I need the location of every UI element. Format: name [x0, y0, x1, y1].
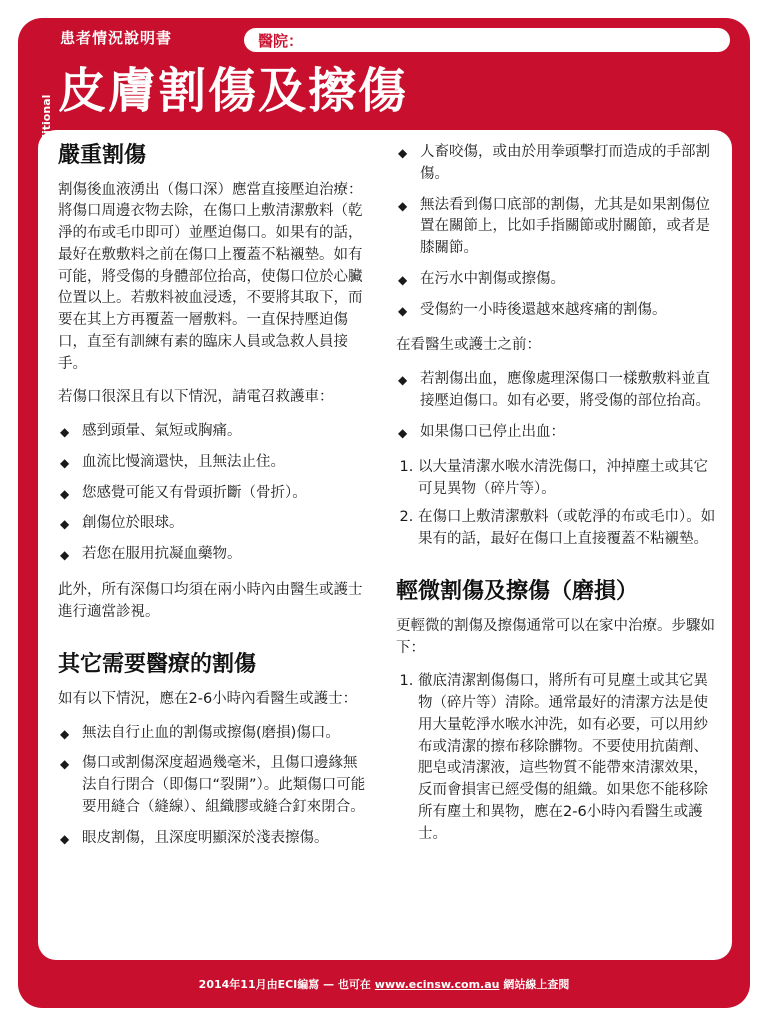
minor-cuts-steps	[396, 671, 716, 845]
list-item: 2. 在傷口上敷清潔敷料（或乾淨的布或毛巾）。如果有的話，最好在傷口上直接覆蓋不粘襯墊。	[418, 507, 716, 551]
right-column	[396, 142, 716, 857]
diamond-bullet-icon: ◆	[60, 455, 70, 470]
list-item: 1. 徹底清潔割傷傷口，將所有可見塵土或其它異物（碎片等）清除。通常最好的清潔方法是使用大量乾淨水喉水沖洗，如有必要，可以用紗布或清潔的擦布移除髒物。不要使用抗菌劑、肥皂或清潔液，這些物質不能帶來清潔效果，反而會損害已經受傷的組織。如果您不能移除所有塵土和異物，應在2-6小時內看醫生或護士。	[418, 671, 716, 845]
list-item: ◆ 無法看到傷口底部的割傷，尤其是如果割傷位置在關節上，比如手指關節或肘關節，或者是膝關節。	[398, 196, 710, 256]
section-heading-severe-cuts: 嚴重割傷	[58, 143, 147, 168]
before-doctor-list	[396, 369, 716, 443]
deep-wound-note: 此外，所有深傷口均須在兩小時內由醫生或護士進行適當診視。	[58, 581, 363, 620]
section-heading-other-cuts: 其它需要醫療的割傷	[58, 652, 257, 678]
footer-text-before: 2014年11月由ECI編寫 — 也可在	[198, 978, 371, 991]
list-item: ◆ 無法自行止血的割傷或擦傷(磨損)傷口。	[60, 724, 340, 741]
list-item: ◆ 若您在服用抗凝血藥物。	[60, 546, 242, 562]
content-panel	[38, 130, 732, 960]
diamond-bullet-icon: ◆	[60, 486, 70, 501]
stopped-bleeding-steps	[396, 457, 716, 550]
diamond-bullet-icon: ◆	[398, 198, 408, 213]
hospital-label: 醫院：	[258, 32, 304, 50]
diamond-bullet-icon: ◆	[60, 831, 70, 846]
diamond-bullet-icon: ◆	[398, 373, 408, 387]
diamond-bullet-icon: ◆	[60, 726, 70, 741]
footer	[18, 976, 750, 992]
footer-text-after: 網站線上查閱	[503, 978, 570, 991]
before-doctor-text: 在看醫生或護士之前：	[396, 337, 541, 354]
list-item: ◆ 創傷位於眼球。	[60, 515, 184, 532]
diamond-bullet-icon: ◆	[60, 548, 70, 562]
list-item: ◆ 若割傷出血，應像處理深傷口一樣敷敷料並直接壓迫傷口。如有必要，將受傷的部位抬高。	[398, 371, 710, 409]
severe-cuts-paragraph: 割傷後血液湧出（傷口深）應當直接壓迫治療：將傷口周邊衣物去除，在傷口上敷清潔敷料（乾淨的布或毛巾即可）並壓迫傷口。如果有的話，最好在敷敷料之前在傷口上覆蓋不粘襯墊。如有可能，將受傷的身體部位抬高，使傷口位於心臟位置以上。若敷料被血浸透，不要將其取下，而要在其上方再覆蓋一層敷料。一直保持壓迫傷口，直至有訓練有素的臨床人員或急救人員接手。	[58, 181, 363, 372]
list-item: ◆ 感到頭暈、氣短或胸痛。	[60, 423, 242, 439]
other-cuts-list	[58, 723, 366, 850]
list-item: ◆ 您感覺可能又有骨頭折斷（骨折）。	[60, 484, 307, 501]
diamond-bullet-icon: ◆	[398, 303, 408, 318]
other-cuts-intro: 如有以下情況，應在2-6小時內看醫生或護士：	[58, 690, 358, 707]
minor-cuts-intro: 更輕微的割傷及擦傷通常可以在家中治療。步驟如下：	[396, 617, 715, 656]
list-item: ◆ 傷口或割傷深度超過幾毫米，且傷口邊緣無法自行閉合（即傷口“裂開”）。此類傷口可能要用縫合（縫線）、組織膠或縫合釘來閉合。	[60, 755, 366, 815]
ambulance-list	[58, 421, 366, 566]
diamond-bullet-icon: ◆	[398, 425, 408, 440]
left-column	[58, 142, 366, 863]
list-item: ◆ 受傷約一小時後還越來越疼痛的割傷。	[398, 301, 667, 318]
hospital-field[interactable]	[244, 28, 730, 52]
more-cases-list	[396, 142, 716, 321]
page-title: 皮膚割傷及擦傷	[58, 63, 409, 119]
section-heading-minor-cuts: 輕微割傷及擦傷（磨損）	[396, 579, 639, 605]
ambulance-intro: 若傷口很深且有以下情況，請電召救護車：	[58, 389, 334, 406]
list-item: 1. 以大量清潔水喉水清洗傷口，沖掉塵土或其它可見異物（碎片等）。	[418, 457, 716, 501]
diamond-bullet-icon: ◆	[60, 517, 70, 532]
list-item: ◆ 眼皮割傷，且深度明顯深於淺表擦傷。	[60, 829, 329, 846]
footer-website-link[interactable]: www.ecinsw.com.au	[374, 978, 500, 991]
list-item: ◆ 在污水中割傷或擦傷。	[398, 270, 565, 287]
diamond-bullet-icon: ◆	[398, 272, 408, 287]
list-item: ◆ 如果傷口已停止出血：	[398, 423, 565, 440]
leaflet-type-label: 患者情況說明書	[60, 29, 173, 47]
diamond-bullet-icon: ◆	[60, 425, 70, 439]
diamond-bullet-icon: ◆	[60, 757, 70, 772]
list-item: ◆ 血流比慢滴還快，且無法止住。	[60, 453, 285, 470]
diamond-bullet-icon: ◆	[398, 146, 408, 160]
list-item: ◆ 人畜咬傷，或由於用拳頭擊打而造成的手部割傷。	[398, 144, 710, 182]
